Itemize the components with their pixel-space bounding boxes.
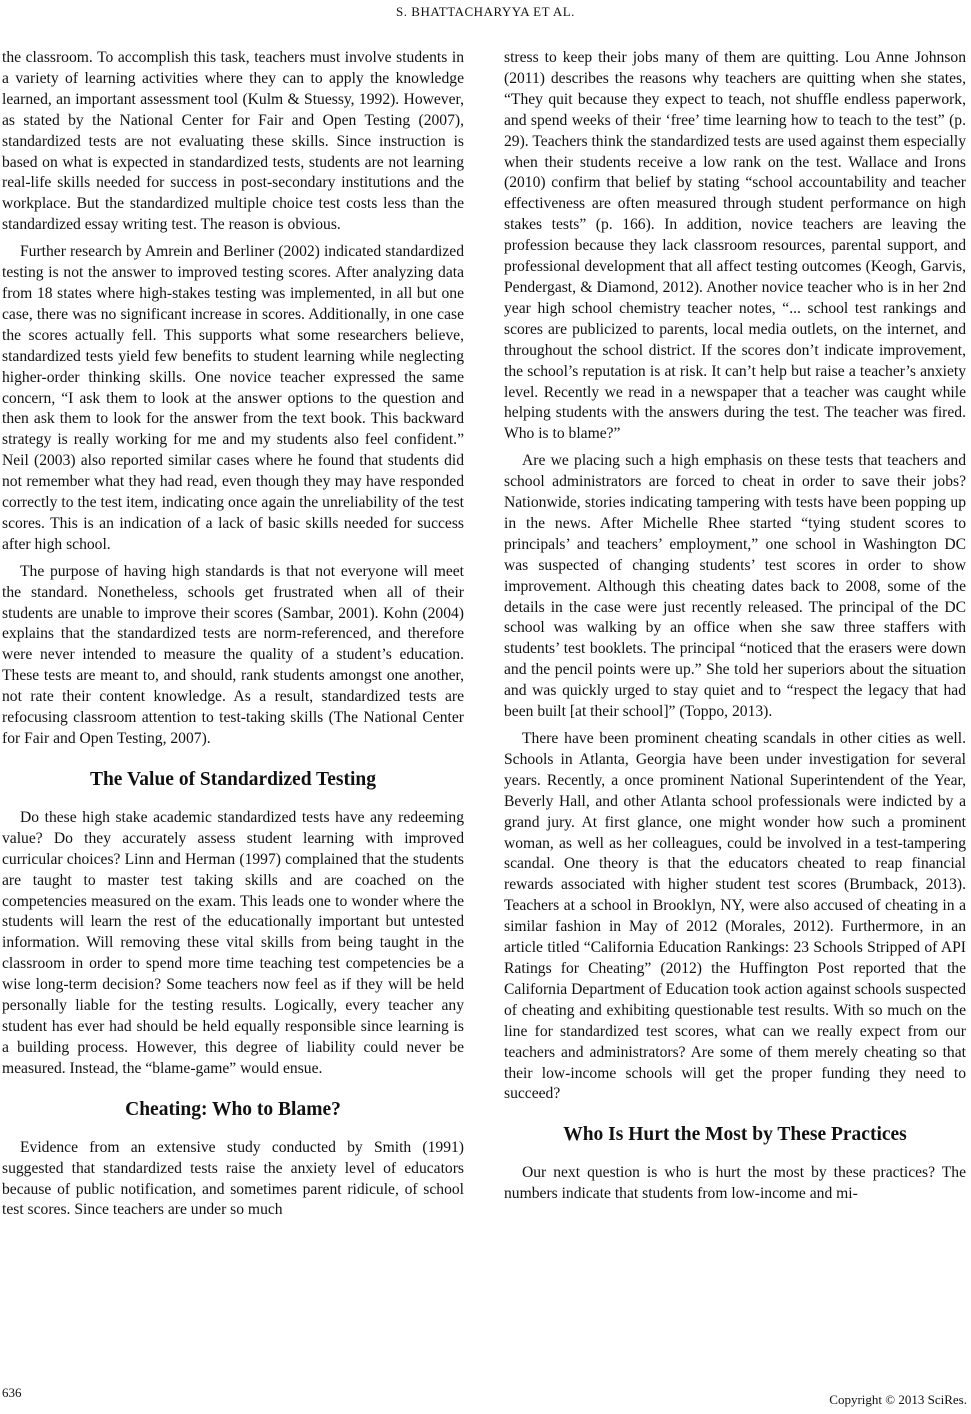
left-column [2, 48, 464, 1221]
paragraph: Are we placing such a high emphasis on these tests that teachers and school administrators are forced to cheat in order to save their jobs? Nationwide, stories indicating tampering with tests have been popping up in the news. After Michelle Rhee started “tying student scores to principals’ and teachers’ employment,” one school in Washington DC was suspected of changing students’ test scores in order to show improvement. Although this cheating dates back to 2008, some of the details in the case were just recently released. The principal of the DC school was walking by an office when she saw three staffers with students’ test booklets. The principal “noticed that the erasers were down and the pencil points were up.” She told her superiors about the situation and was quickly urged to stay quiet and to “respect the legacy that had been built [at their school]” (Toppo, 2013). [504, 452, 966, 721]
paragraph: The purpose of having high standards is that not everyone will meet the standard. Nonetheless, schools get frustrated when all of their students are unable to improve their scores (Sambar, 2001). Kohn (2004) explains that the standardized tests are norm-referenced, and therefore were never intended to measure the quality of a student’s education. These tests are meant to, and should, rank students amongst one another, not rate their content knowledge. As a result, standardized tests are refocusing classroom attention to test-taking skills (The National Center for Fair and Open Testing, 2007). [2, 562, 464, 747]
paragraph: Evidence from an extensive study conducted by Smith (1991) suggested that standardized tests raise the anxiety level of educators because of public notification, and sometimes parent ridicule, of school test scores. Since teachers are under so much [2, 1138, 464, 1219]
paragraph: stress to keep their jobs many of them are quitting. Lou Anne Johnson (2011) describes the reasons why teachers are quitting when she states, “They quit because they expect to teach, not shuffle endless paperwork, and spend weeks of their ‘free’ time learning how to teach to the test” (p. 29). Teachers think the standardized tests are used against them especially when their students receive a low rank on the test. Wallace and Irons (2010) confirm that belief by stating “school accountability and teacher effectiveness are often measured through student performance on high stakes tests” (p. 166). In addition, novice teachers are leaving the profession because they lack classroom resources, parental support, and professional development that all affect testing outcomes (Keogh, Garvis, Pendergast, & Diamond, 2012). Another novice teacher who is in her 2nd year high school chemistry teacher notes, “... school test rankings and scores are publicized to parents, local media outlets, on the internet, and throughout the school district. If the scores don’t indicate improvement, the school’s reputation is at risk. It can’t help but raise a teacher’s anxiety level. Recently we read in a newspaper that a teacher was caught while helping students with the answers during the test. The teacher was fired. Who is to blame?” [504, 49, 966, 443]
running-head: S. BHATTACHARYYA ET AL. [396, 4, 575, 19]
right-column [504, 48, 966, 1205]
paragraph: the classroom. To accomplish this task, teachers must involve students in a variety of learning activities where they can to apply the knowledge learned, an important assessment tool (Kulm & Stuessy, 1992). However, as stated by the National Center for Fair and Open Testing (2007), standardized tests are not evaluating these skills. Since instruction is based on what is expected in standardized tests, students are not learning real-life skills needed for success in post-secondary institutions and the workplace. But the standardized multiple choice test costs less than the standardized essay writing test. The reason is obvious. [2, 49, 464, 234]
section-heading: The Value of Standardized Testing [89, 768, 377, 790]
section-heading: Who Is Hurt the Most by These Practices [563, 1124, 907, 1146]
section-heading: Cheating: Who to Blame? [125, 1098, 341, 1120]
paragraph: Further research by Amrein and Berliner (2002) indicated standardized testing is not the answer to improved testing scores. After analyzing data from 18 states where high-stakes testing was implemented, in all but one case, there was no significant increase in scores. Additionally, in one case the scores actually fell. This supports what some researchers believe, standardized tests yield few benefits to student learning while neglecting higher-order thinking skills. One novice teacher expressed the same concern, “I ask them to look at the answer options to the question and then ask them to look for the answer from the text book. This backward strategy is really working for me and my students also feel confident.” Neil (2003) also reported similar cases where he found that students did not remember what they had read, even though they may have responded correctly to the test item, indicating once again the unreliability of the test scores. This is an indication of a lack of basic skills needed for success after high school. [2, 243, 464, 553]
page-number: 636 [2, 1385, 22, 1400]
copyright-notice: Copyright © 2013 SciRes. [829, 1392, 967, 1407]
paragraph: There have been prominent cheating scandals in other cities as well. Schools in Atlanta, Georgia have been under investigation for several years. Recently, a once prominent National Superintendent of the Year, Beverly Hall, and other Atlanta school professionals were indicted by a grand jury. At first glance, one might wonder how such a prominent woman, as well as her colleagues, could be involved in a test-tampering scandal. One theory is that the educators cheated to reap financial rewards associated with higher student test scores (Brumback, 2013). Teachers at a school in Brooklyn, NY, were also accused of cheating in a similar fashion in May of 2012 (Morales, 2012). Furthermore, in an article titled “California Education Rankings: 23 Schools Stripped of API Ratings for Cheating” (2012) the Huffington Post reported that the California Department of Education took action against schools suspected of cheating and exhibiting questionable test results. With so much on the line for standardized test scores, what can we really expect from our teachers and administrators? Are some of them merely cheating so that their low-income schools will get the proper funding they need to succeed? [504, 730, 966, 1103]
paragraph: Do these high stake academic standardized tests have any redeeming value? Do they accurately assess student learning with improved curricular choices? Linn and Herman (1997) complained that the students are taught to master test taking skills and are coached on the competencies measured on the exam. This leads one to wonder where the students will learn the rest of the educationally important but untested information. Will removing these vital skills from being taught in the classroom in order to spend more time teaching test competencies be a wise long-term decision? Some teachers now feel as if they will be held personally liable for the testing results. Logically, every teacher any student has ever had should be held equally responsible since learning is a building process. However, this degree of liability could never be measured. Instead, the “blame-game” would ensue. [2, 808, 464, 1077]
paragraph: Our next question is who is hurt the most by these practices? The numbers indicate that students from low-income and mi- [504, 1164, 966, 1203]
